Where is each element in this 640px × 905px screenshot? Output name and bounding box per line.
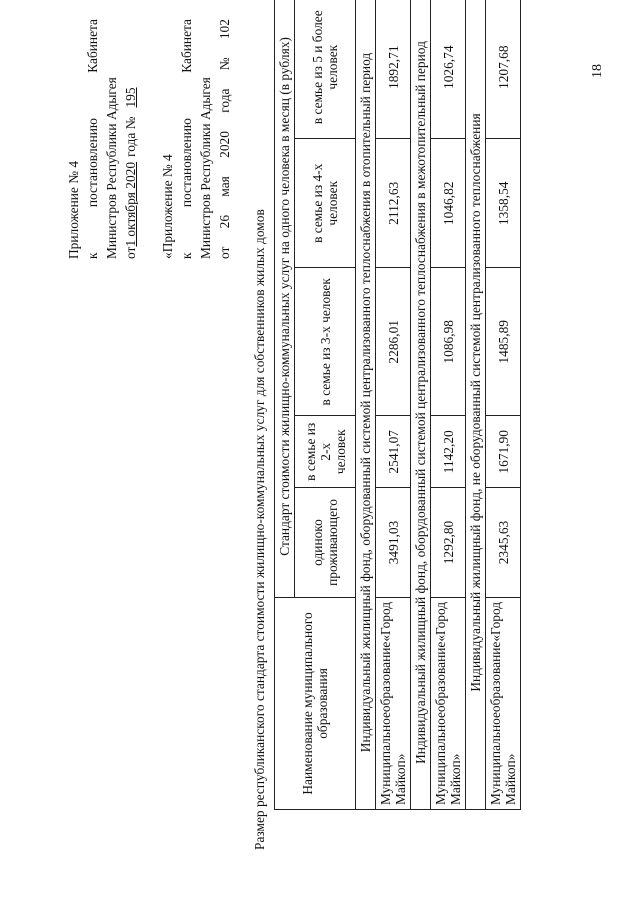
value-cell: 1207,68 [486,0,521,139]
approval-number-label: года № [123,116,138,157]
municipality-word: Муниципальное [488,712,503,805]
approval-line: Министров Республики Адыгея [104,77,119,259]
approval-word: к [179,252,194,259]
approval-date-prefix: от [123,246,138,259]
approval-line [83,19,102,259]
section-row [356,0,376,810]
column-header: в семье из 4-х человек [295,139,356,268]
approval-line: «Приложение № 4 [160,154,175,259]
value-cell: 1671,90 [486,416,521,488]
section-title: Индивидуальный жилищный фонд, не оборудованный системой централизованного теплоснабжения [466,0,486,810]
header-municipality: Наименование муниципального образования [275,597,356,809]
value-cell: 1046,82 [431,139,466,268]
value-cell: 1026,74 [431,0,466,139]
table-row [376,0,411,810]
header-standard: Стандарт стоимости жилищно-коммунальных услуг на одного человека в месяц (в рублях) [275,0,295,597]
approval-word: 2020 [217,131,232,158]
approval-line [121,19,140,259]
municipality-name: Майкоп» [448,753,463,805]
column-header: в семье из 5 и более человек [295,0,356,139]
value-cell: 1892,71 [376,0,411,139]
municipality-word: «Город [378,601,393,642]
approval-word: Кабинета [85,19,100,73]
approval-line: Приложение № 4 [66,160,81,259]
municipality-word: «Город [433,601,448,642]
approval-word: от [217,246,232,259]
tariff-table [274,0,521,810]
value-cell: 1292,80 [431,488,466,598]
approval-word: к [85,252,100,259]
approval-line [215,19,234,259]
value-cell: 2541,07 [376,416,411,488]
municipality-word: «Город [488,601,503,642]
section-row [411,0,431,810]
approval-word: 26 [217,214,232,229]
approval-word: № [217,57,232,71]
page-number: 18 [590,64,605,78]
approval-word: 102 [217,19,232,40]
section-title: Индивидуальный жилищный фонд, оборудованный системой централизованного теплоснабжения в отопительный период [356,0,376,810]
approval-word: года [217,88,232,113]
municipality-cell [376,597,411,809]
value-cell: 2112,63 [376,139,411,268]
table-row [486,0,521,810]
municipality-word: образование [488,641,503,713]
approval-word: постановлению [85,118,100,208]
approval-block-current [64,19,140,259]
approval-word: Кабинета [179,19,194,73]
column-header: в семье из 2-х человек [295,416,356,488]
table-row [431,0,466,810]
municipality-word: Муниципальное [433,712,448,805]
municipality-cell [486,597,521,809]
approval-number: 195 [123,87,138,108]
municipality-word: образование [378,641,393,713]
value-cell: 2345,63 [486,488,521,598]
approval-word: мая [217,176,232,197]
table-title: Размер республиканского стандарта стоимости жилищно-коммунальных услуг для собственников жилых домов [252,209,267,850]
column-header: в семье из 3-х человек [295,268,356,416]
value-cell: 1485,89 [486,268,521,416]
value-cell: 1086,98 [431,268,466,416]
value-cell: 2286,01 [376,268,411,416]
value-cell: 1358,54 [486,139,521,268]
approval-line [177,19,196,259]
approval-date: 1 октября 2020 [123,161,138,247]
municipality-word: образование [433,641,448,713]
municipality-name: Майкоп» [393,753,408,805]
approval-line: Министров Республики Адыгея [198,77,213,259]
table-header-row [275,0,295,810]
section-title: Индивидуальный жилищный фонд, оборудованный системой централизованного теплоснабжения в межотопительный период [411,0,431,810]
value-cell: 1142,20 [431,416,466,488]
municipality-word: Муниципальное [378,712,393,805]
value-cell: 3491,03 [376,488,411,598]
approval-block-previous [158,19,234,259]
column-header: одиноко проживающего [295,488,356,598]
municipality-cell [431,597,466,809]
section-row [466,0,486,810]
municipality-name: Майкоп» [503,753,518,805]
approval-word: постановлению [179,118,194,208]
